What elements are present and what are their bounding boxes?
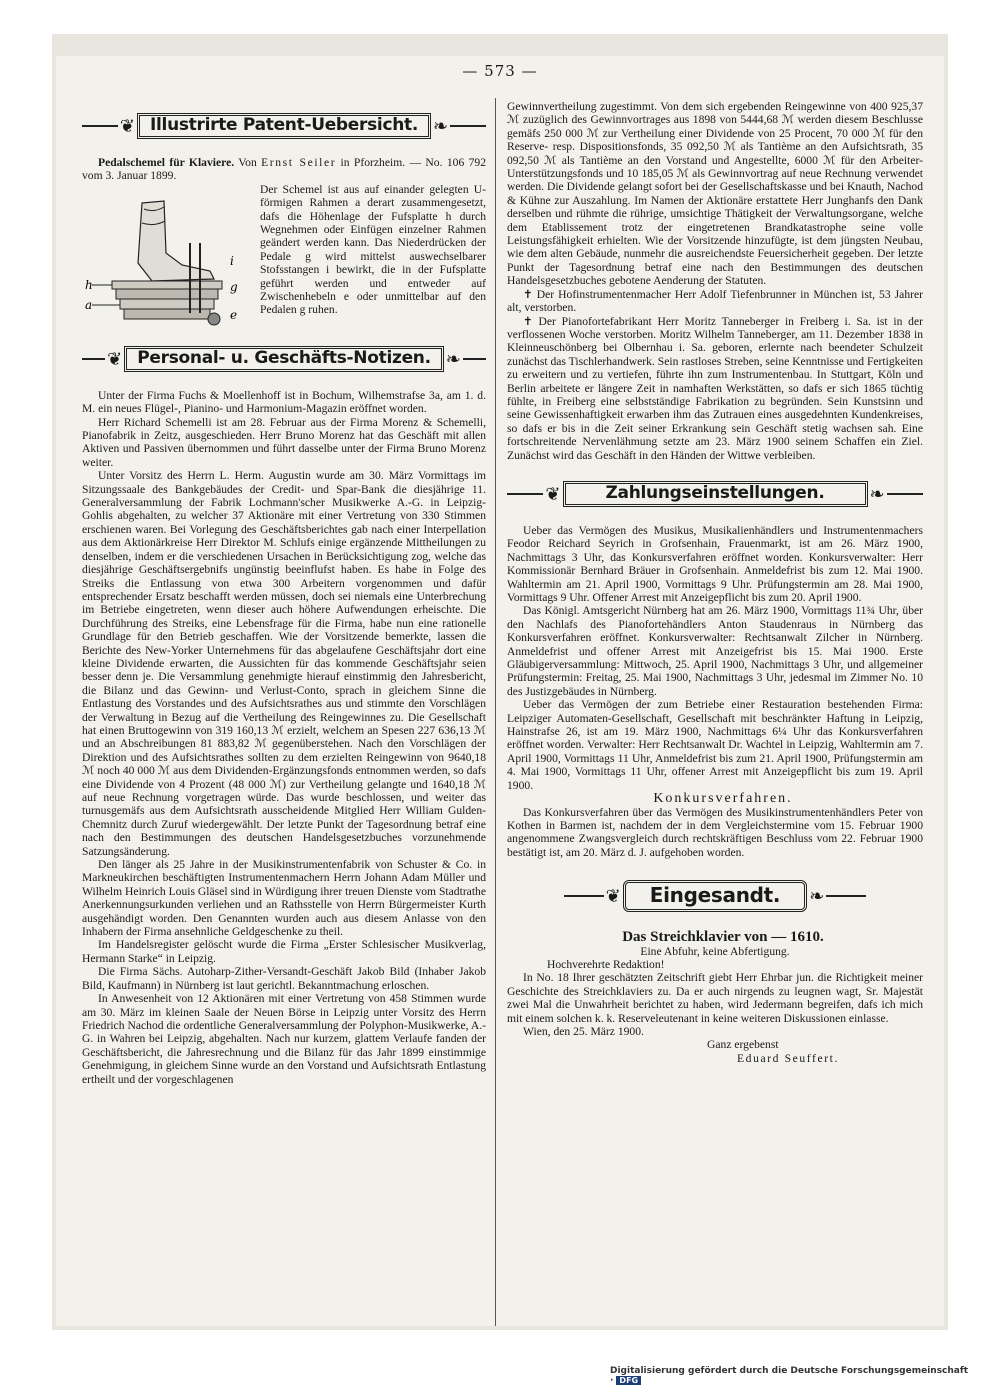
ornament-icon: ❦: [119, 116, 135, 136]
obituary-paragraph: ✝ Der Pianofortefabrikant Herr Moritz Tanneberger in Freiberg i. Sa. ist in der verflossenen Woche verstorben. Moritz Wilhelm Tanneberger, am 11. Dezember 1838 in Kleinneuschönberg bei Olbernhau i. Sa. geboren, erlernte nach beendeter Schulzeit zunächst das Tischlerhandwerk. Sein rastloses Streben, seine Kenntnisse und Fertigkeiten zu erweitern und zu vertiefen, führte ihn zum Instrumentenbau. In Stuttgart, Köln und Berlin arbeitete er längere Zeit in namhaften Werkstätten, so dafs er sich 1865 tüchtig fühlte, in Freiberg eine selbstständige Fabrikation zu begründen. Sein Kunstsinn und seine Gewissenhaftigkeit erwarben ihm das Zutrauen eines ausgedehnten Kundenkreises, so dafs er bis in die Zeit seiner Erkrankung sein Geschäft stetig wachsen sah. Eine fortschreitende Nervenlähmung setzte am 23. März 1900 seinem Schaffen ein Ziel. Zunächst wird das Geschäft in den Händen der Wittwe verbleiben.: [507, 314, 923, 462]
footer-text: Digitalisierung gefördert durch die Deutsche Forschungsgemeinschaft ·: [610, 1366, 969, 1386]
ornament-bar: [82, 358, 105, 360]
letter-salutation: Hochverehrte Redaktion!: [547, 957, 665, 971]
konkurs-heading: Konkursverfahren.: [653, 791, 793, 807]
ornament-bar: [82, 125, 118, 127]
section-heading: Personal- u. Geschäfts-Notizen.: [124, 346, 444, 371]
ornament-icon: ❧: [445, 348, 461, 369]
left-column: [82, 100, 486, 1086]
notice-paragraph: Gewinnvertheilung zugestimmt. Von dem sich ergebenden Reingewinne von 400 925,37 ℳ zuzüglich des Gewinnvortrages aus 1898 von 5444,68 ℳ werden diesem Beschlusse gemäfs 250 000 ℳ zur Vertheilung einer Dividende von 25 Procent, 70 000 ℳ für den Reserve- resp. Dispositionsfonds, 35 092,50 ℳ als Tantième an den Aufsichtsrath, 35 092,50 ℳ als Tantième an den Vorstand und Angestellte, 6000 ℳ für den Arbeiter-Unterstützungsfonds und 10 185,05 ℳ als Gewinnvortrag auf neue Rechnung verwendet werden. Die Dividende gelangt sofort bei der Gesellschaftskasse und bei Knauth, Nachod & Kühne zur Auszahlung. Im Namen der Aktionäre erstattete Herr Junghanfs den Dank derselben und rühmte die rührige, umsichtige Thätigkeit der Verwaltungsorgane, welche dem Etablissement trotz der eingetretenen Brandkatastrophe seine volle Leistungsfähigkeit erhielten. Wie der Vorsitzende hinzufügte, ist dem jüngsten Neubau, wie dem alten Gebäude, nunmehr die ausreichendste Feuersicherheit gegeben. Der letzte Punkt der Tagesordnung betraf eine nach den Bestimmungen des deutschen Handelsgesetzbuches gebotene Aenderung der Statuten.: [507, 100, 923, 288]
patent-author: Ernst Seiler: [261, 156, 337, 169]
header-patent-uebersicht: [82, 104, 486, 148]
insolvency-paragraph: Ueber das Vermögen der zum Betriebe einer Restauration bestehenden Firma: Leipziger Automaten-Gesellschaft, Gesellschaft mit beschränkter Haftung in Leipzig, Hainstrafse 26, ist am 19. März 1900, Nachmittags 6¼ Uhr das Konkursverfahren eröffnet worden. Verwalter: Herr Rechtsanwalt Dr. Wachtel in Leipzig, Wahltermin am 7. April 1900, Vormittags 11 Uhr, Anmeldefrist bis zum 21. April 1900, Prüfungstermin am 4. Mai 1900, Vormittags 11 Uhr, offener Arrest mit Anzeigepflicht bis zum 19. April 1900.: [507, 698, 923, 792]
patent-figure-block: [82, 183, 486, 333]
ornament-icon: ❧: [869, 483, 885, 504]
insolvency-paragraph: Ueber das Vermögen des Musikus, Musikalienhändlers und Instrumentenmachers Feodor Reichard Seyrich in Grofsenhain, Frauenmarkt, ist am 26. März 1900, Nachmittags 3 Uhr, das Konkursverfahren eröffnet worden. Konkursverwalter: Herr Kommissionär Bernhard Bräuer in Grofsenhain. Anmeldefrist bis zum 12. Mai 1900. Wahltermin am 21. April 1900, Vormittags 9 Uhr. Prüfungstermin am 28. Mai 1900, Vormittags 9 Uhr. Offener Arrest mit Anzeigepflicht bis zum 20. April 1900.: [507, 523, 923, 604]
ornament-bar: [826, 895, 866, 897]
ornament-icon: ❦: [545, 483, 561, 504]
notice-paragraph: In Anwesenheit von 12 Aktionären mit einer Vertretung von 458 Stimmen wurde am 30. März im kleinen Saale der Neuen Börse in Leipzig unter Vorsitz des Herrn Friedrich Nachod die ordentliche Generalversammlung der Polyphon-Musikwerke, A.-G. in Wahren bei Leipzig, abgehalten. Nach nur kurzem, glattem Verlaufe fanden der Geschäftsbericht, die Jahresrechnung und die Bilanz für das Jahr 1899 einstimmige Genehmigung, in gleichem Sinne wurde an den Vorstand und Aufsichtsrath Entlastung ertheilt und der vorgeschlagenen: [82, 992, 486, 1086]
fig-label-e: e: [230, 307, 238, 322]
notice-paragraph: Unter Vorsitz des Herrn L. Herm. Augustin wurde am 30. März Vormittags im Sitzungssaale des Bankgebäudes der Credit- und Spar-Bank die diesjährige 11. Generalversammlung der Fabrik Lochmann'scher Musikwerke A.-G. in Leipzig-Gohlis abgehalten, zu welcher 37 Aktionäre mit einer Vertretung von 330 Stimmen erschienen waren. Bei Vorlegung des Geschäftsberichtes gab nach einer Interpellation aus dem Aktionärkreise Herr Direktor M. Schlufs einige ergänzende Mittheilungen zu denselben, indem er die verschiedenen Ursachen in Berücksichtigung zog, welche das diesjährige Geschäftsergebnifs ungünstig beeinflufst haben. Es habe in Folge des Streiks die Entlassung von etwa 300 Arbeitern vorgenommen und dafür entsprechender Ersatz beschafft werden müssen, doch sei niemals eine Unterbrechung im Betriebe eingetreten, wenn dieser auch höhere Aufwendungen erheischte. Die Durchführung des Streiks, eine Lebensfrage für die Firma, habe nun eine rationelle Grundlage für den Betrieb geschaffen. Wie der Vorsitzende bemerkte, lassen die Berichte des New-Yorker Unternehmens für das abgelaufene Geschäftsjahr dort eine kleine Dividende erwarten, die Aussichten für das kommende Geschäftsjahr seien besser denn je. Die Versammlung genehmigte hierauf einstimmig den Jahresbericht, die Bilanz und das Gewinn- und Verlust-Conto, sprach in gleichem Sinne die Entlastung des Vorstandes und des Aufsichtsrathes aus und stimmte den Vorschlägen der Verwaltung in Bezug auf die Vertheilung des Reingewinnes zu. Die Gesellschaft hat einen Bruttogewinn von 319 160,13 ℳ erzielt, welchem an Spesen 227 636,13 ℳ und an Abschreibungen 81 883,82 ℳ gegenüberstehen. Nach den Vorschlägen der Direktion und des Aufsichtsrathes sollten zu dem erzielten Reingewinn von 9640,18 ℳ noch 40 000 ℳ aus dem Dividenden-Ergänzungsfonds entnommen werden, so dafs eine Dividende von 4 Prozent (48 000 ℳ) zur Vertheilung gelangte und 1640,18 ℳ auf neue Rechnung vorgetragen würde. Das wurde beschlossen, und weiter das turnusgemäfs aus dem Aufsichtsrath ausscheidende Mitglied Herr William Gulden-Chemnitz durch Zuruf wiedergewählt. Der letzte Punkt der Tagesordnung betraf eine nach den Bestimmungen des deutschen Handelsgesetzbuches vorzunehmende Satzungsänderung.: [82, 469, 486, 858]
ornament-icon: ❦: [605, 886, 621, 907]
letter-closing: Ganz ergebenst: [707, 1038, 779, 1052]
dfg-logo: DFG: [616, 1376, 641, 1385]
patent-number: in Pforzheim. — No. 106 792 vom 3. Januar 1899.: [82, 156, 486, 183]
letter-signature: Eduard Seuffert.: [737, 1051, 840, 1065]
letter-place-date: Wien, den 25. März 1900.: [523, 1024, 644, 1038]
notice-paragraph: Herr Richard Schemelli ist am 28. Februar aus der Firma Morenz & Schemelli, Pianofabrik in Zeitz, ausgeschieden. Herr Bruno Morenz hat das Geschäft mit allen Aktiven und Passiven übernommen und führt dasselbe unter der Firma Bruno Morenz weiter.: [82, 415, 486, 469]
konkurs-paragraph: Das Konkursverfahren über das Vermögen des Musikinstrumentenhändlers Peter von Kothen in Barmen ist, nachdem der in dem Vergleichstermine vom 15. Februar 1900 angenommene Zwangsvergleich durch rechtskräftigen Beschluss vom 22. Februar 1900 bestätigt ist, am 20. März d. J. aufgehoben worden.: [507, 805, 923, 859]
section-heading: Zahlungseinstellungen.: [563, 481, 868, 506]
letter-subtitle: Eine Abfuhr, keine Abfertigung.: [640, 944, 790, 958]
ornament-bar: [507, 493, 543, 495]
ornament-bar: [450, 125, 486, 127]
pedal-stool-figure: [82, 183, 252, 333]
letter-body: In No. 18 Ihrer geschätzten Zeitschrift giebt Herr Ehrbar jun. die Richtigkeit meiner Geschichte des Streichklaviers zu. Da er auch nirgends zu leugnen wagt, Sr. Majestät zwei Mal die Unwahrheit berichtet zu haben, wird Jedermann begreifen, dafs ich mich mit einem solchen k. k. Reserveleutenant in keine weiteren Diskussionen einlasse.: [507, 971, 923, 1025]
ornament-icon: ❧: [433, 116, 449, 136]
fig-label-g: g: [230, 279, 238, 294]
fig-label-h: h: [85, 277, 93, 292]
header-personal-notizen: [82, 337, 486, 381]
patent-title: Pedalschemel für Klaviere.: [98, 156, 235, 169]
page-number: — 573 —: [462, 62, 538, 80]
patent-heading: [82, 156, 486, 183]
ornament-bar: [463, 358, 486, 360]
header-eingesandt: [507, 869, 923, 923]
patent-author-pre: Von: [234, 156, 262, 169]
section-heading: Eingesandt.: [623, 880, 807, 911]
fig-label-i: i: [230, 253, 234, 268]
section-heading: Illustrirte Patent-Uebersicht.: [137, 113, 431, 138]
right-column: [507, 100, 923, 1065]
fig-label-a: a: [85, 297, 93, 312]
ornament-bar: [564, 895, 604, 897]
notice-paragraph: Unter der Firma Fuchs & Moellenhoff ist in Bochum, Wilhemstrafse 3a, am 1. d. M. ein neues Flügel-, Pianino- und Harmonium-Magazin eröffnet worden.: [82, 388, 486, 416]
patent-description: Der Schemel ist aus auf einander gelegten U-förmigen Rahmen a derart zusammengesetzt, dafs die Höhenlage der Fufsplatte h durch Wegnehmen oder Einfügen einzelner Rahmen geändert werden kann. Das Niederdrücken der Pedale g wird mittelst auswechselbarer Stofsstangen i bewirkt, die in der Fufsplatte geführt werden und entweder auf Zwischenhebeln e oder unmittelbar auf den Pedalen g ruhen.: [260, 182, 486, 317]
ornament-icon: ❦: [107, 348, 123, 369]
header-zahlungseinstellungen: [507, 472, 923, 516]
ornament-bar: [887, 493, 923, 495]
insolvency-paragraph: Das Königl. Amtsgericht Nürnberg hat am 26. März 1900, Vormittags 11¾ Uhr, über den Nachlafs des Pianofortehändlers Anton Staudenraus in Nürnberg das Konkursverfahren eröffnet. Konkursverwalter: Rechtsanwalt Zilcher in Nürnberg. Anmeldefrist und offener Arrest mit Anzeigefrist bis 15. Mai 1900. Erste Gläubigerversammlung: Mittwoch, 25. April 1900, Nachmittags 3 Uhr, und allgemeiner Prüfungstermin: Freitag, 25. Mai 1900, Nachmittags 3 Uhr, jedesmal im Zimmer No. 10 des Justizgebäudes in Nürnberg.: [507, 604, 923, 698]
column-divider: [495, 98, 496, 1326]
digitization-footer: [610, 1366, 1000, 1386]
letter-title: Das Streichklavier von — 1610.: [622, 929, 824, 946]
ornament-icon: ❧: [809, 886, 825, 907]
notice-paragraph: Den länger als 25 Jahre in der Musikinstrumentenfabrik von Schuster & Co. in Markneukirchen beschäftigten Instrumentenmachern Herrn Johann Adam Müller und Wilhelm Heinrich Louis Gläsel sind in Würdigung ihrer treuen Dienste vom Stadtrathe Anerkennungsurkunden verliehen und an Rathsstelle von Herrn Bürgermeister Kurth ausgehändigt worden. Den Genannten wurden auch aus diesem Anlasse von den Inhabern der Firma ansehnliche Geldgeschenke zu theil.: [82, 858, 486, 939]
notice-paragraph: Im Handelsregister gelöscht wurde die Firma „Erster Schlesischer Musikverlag, Hermann Starke“ in Leipzig.: [82, 938, 486, 965]
notice-paragraph: Die Firma Sächs. Autoharp-Zither-Versandt-Geschäft Jakob Bild (Inhaber Jakob Bild, Kaufmann) in Nürnberg ist laut gerichtl. Bekanntmachung erloschen.: [82, 965, 486, 992]
obituary-paragraph: ✝ Der Hofinstrumentenmacher Herr Adolf Tiefenbrunner in München ist, 53 Jahrer alt, verstorben.: [507, 287, 923, 315]
